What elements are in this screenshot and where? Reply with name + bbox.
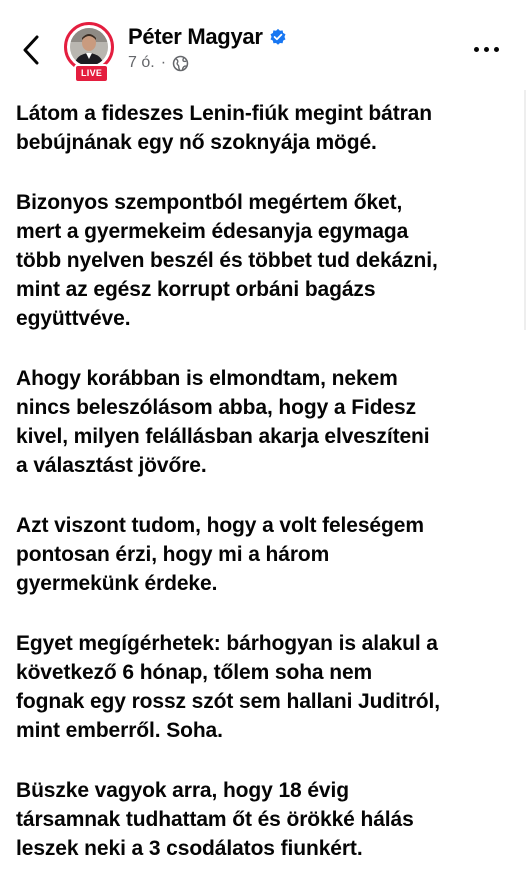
avatar[interactable] bbox=[64, 22, 120, 78]
post-line: következő 6 hónap, tőlem soha nem bbox=[16, 661, 373, 684]
post-line: leszek neki a 3 csodálatos fiunkért. bbox=[16, 837, 363, 860]
post-header bbox=[0, 0, 526, 90]
back-button[interactable] bbox=[16, 32, 46, 68]
more-options-button[interactable] bbox=[466, 36, 506, 62]
post-line: mint emberről. Soha. bbox=[16, 719, 223, 742]
post-line: pontosan érzi, hogy mi a három bbox=[16, 543, 330, 566]
post-line: gyermekünk érdeke. bbox=[16, 572, 218, 595]
post-line: mert a gyermekeim édesanyja egymaga bbox=[16, 220, 409, 243]
post-line: együttvéve. bbox=[16, 307, 131, 330]
post-paragraph bbox=[16, 776, 512, 863]
post-line: nincs beleszólásom abba, hogy a Fidesz bbox=[16, 396, 416, 419]
post-line: a választást jövőre. bbox=[16, 454, 207, 477]
timestamp[interactable]: 7 ó. bbox=[128, 54, 155, 71]
post-line: bebújnának egy nő szoknyája mögé. bbox=[16, 131, 377, 154]
post-line: társamnak tudhattam őt és örökké hálás bbox=[16, 808, 414, 831]
post-paragraph bbox=[16, 511, 512, 598]
post-paragraph bbox=[16, 99, 512, 157]
meta-separator: · bbox=[160, 54, 167, 71]
post-paragraph bbox=[16, 629, 512, 745]
globe-icon[interactable] bbox=[172, 55, 189, 72]
post-line: több nyelven beszél és többet tud dekázni, bbox=[16, 249, 438, 272]
post-line: Azt viszont tudom, hogy a volt feleségem bbox=[16, 514, 424, 537]
post-text bbox=[16, 99, 512, 894]
post-line: Látom a fideszes Lenin-fiúk megint bátran bbox=[16, 102, 432, 125]
more-horizontal-icon bbox=[474, 47, 479, 52]
post-line: mint az egész korrupt orbáni bagázs bbox=[16, 278, 376, 301]
post-line: kivel, milyen felállásban akarja elveszíteni bbox=[16, 425, 430, 448]
post-line: Egyet megígérhetek: bárhogyan is alakul a bbox=[16, 632, 438, 655]
chevron-left-icon bbox=[22, 35, 40, 65]
verified-badge-icon bbox=[269, 28, 287, 46]
post-line: Ahogy korábban is elmondtam, nekem bbox=[16, 367, 398, 390]
post-line: Büszke vagyok arra, hogy 18 évig bbox=[16, 779, 349, 802]
profile-photo bbox=[70, 28, 108, 66]
author-name[interactable]: Péter Magyar bbox=[128, 24, 263, 49]
author-row bbox=[128, 24, 287, 50]
post-line: fognak egy rossz szót sem hallani Juditról, bbox=[16, 690, 440, 713]
post-paragraph bbox=[16, 188, 512, 333]
post-paragraph bbox=[16, 364, 512, 480]
post-meta bbox=[128, 54, 189, 72]
post-line: Bizonyos szempontból megértem őket, bbox=[16, 191, 403, 214]
live-badge: LIVE bbox=[74, 64, 109, 83]
